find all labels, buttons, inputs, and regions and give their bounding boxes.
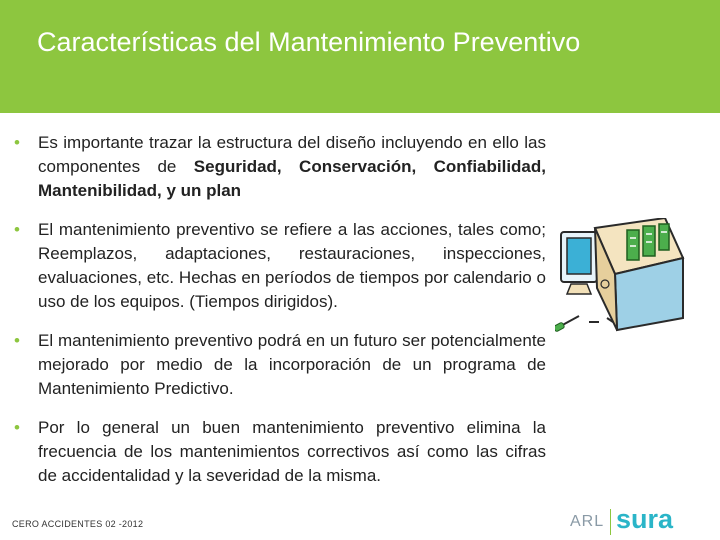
- bullet-text-3: El mantenimiento preventivo podrá en un futuro ser potencialmente mejorado por medio de la incorporación de un programa de Mantenimiento Predictivo.: [38, 331, 546, 398]
- bullet-text-4: Por lo general un buen mantenimiento preventivo elimina la frecuencia de los mantenimientos correctivos así como las cifras de accidentalidad y la severidad de la misma.: [38, 418, 546, 485]
- bullet-marker: •: [14, 331, 20, 350]
- bullet-item-2: [14, 218, 546, 314]
- arl-sura-logo: [570, 504, 710, 536]
- footer-caption: CERO ACCIDENTES 02 -2012: [12, 519, 144, 529]
- logo-divider: [610, 509, 611, 535]
- title-banner: [0, 0, 720, 113]
- bullet-item-1: [14, 131, 546, 203]
- bullet-marker: •: [14, 133, 20, 152]
- bullet-marker: •: [14, 220, 20, 239]
- bullet-item-4: [14, 416, 546, 488]
- logo-sura-text: sura: [616, 504, 674, 534]
- computer-repair-icon: [555, 218, 715, 336]
- bullet-item-3: [14, 329, 546, 401]
- logo-arl-text: ARL: [570, 513, 605, 530]
- bullet-list: [14, 131, 546, 503]
- bullet-bold-text-1: Seguridad, Conservación, Confiabilidad, Mantenibilidad, y un plan: [38, 157, 546, 200]
- slide-title: Características del Mantenimiento Preventivo: [37, 27, 581, 57]
- bullet-text-2: El mantenimiento preventivo se refiere a las acciones, tales como; Reemplazos, adaptaciones, restauraciones, inspecciones, evaluaciones, etc. Hechas en períodos de tiempos por calendario o uso de los equipos. (Tiempos dirigidos).: [38, 220, 546, 311]
- bullet-text-1: Es importante trazar la estructura del diseño incluyendo en ello las componentes de: [38, 133, 546, 176]
- bullet-marker: •: [14, 418, 20, 437]
